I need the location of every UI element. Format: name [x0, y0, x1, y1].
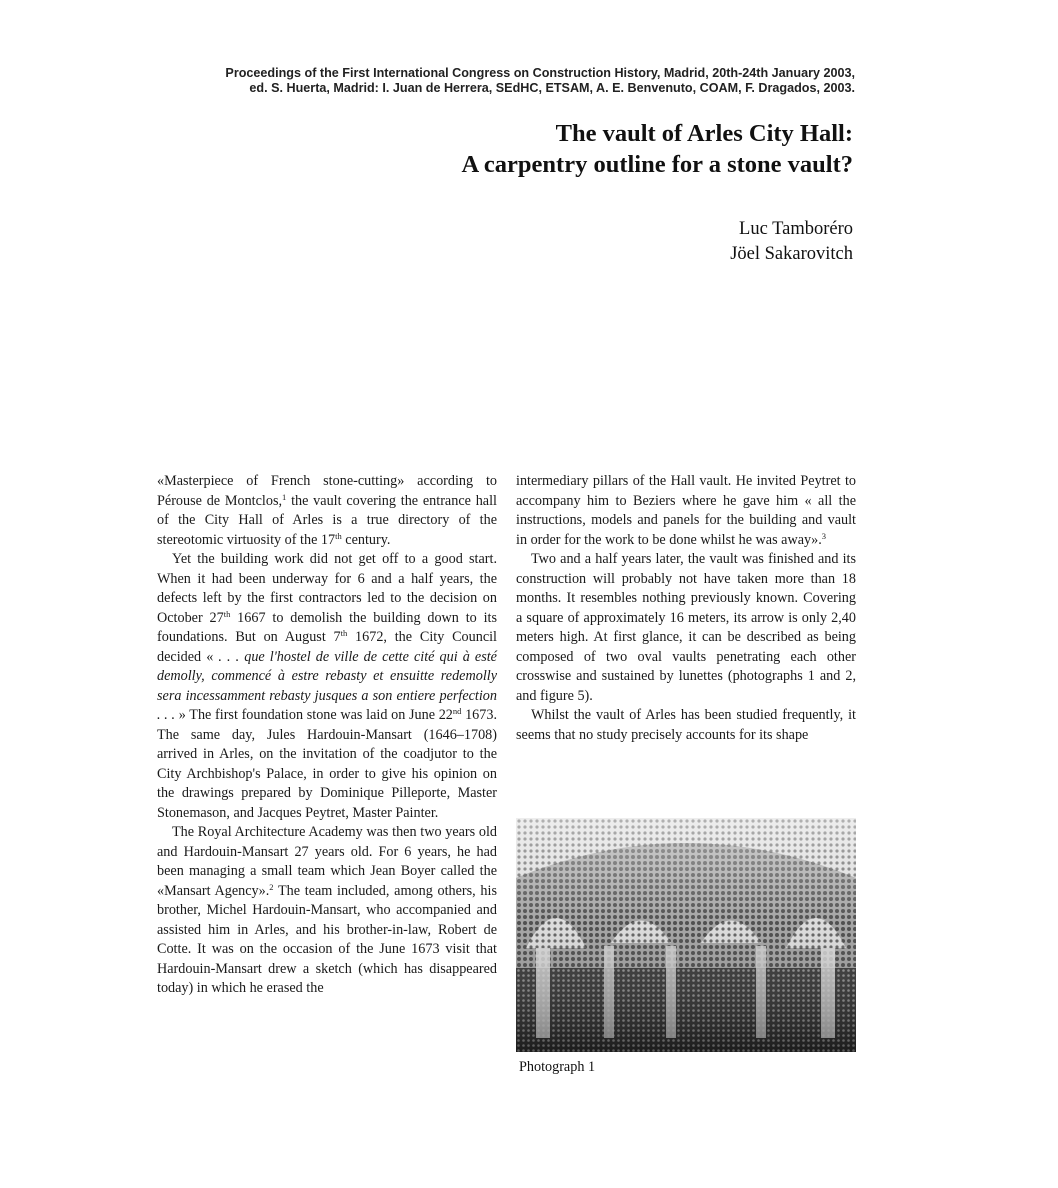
ordinal-sup: th: [223, 608, 231, 619]
footnote-ref-2: 2: [269, 881, 274, 892]
footnote-ref-1: 1: [282, 491, 287, 502]
authors: [600, 217, 853, 267]
right-column: [516, 472, 856, 745]
ordinal-sup: th: [340, 628, 348, 638]
author-2: Jöel Sakarovitch: [730, 244, 853, 264]
text: » The first foundation stone was laid on June 22: [175, 707, 453, 723]
paragraph-2: [157, 550, 497, 823]
text: century.: [341, 531, 391, 548]
text: 1672, the City Council decided «: [157, 629, 497, 665]
title-line-1: The vault of Arles City Hall:: [555, 120, 853, 147]
text: «Masterpiece of French stone-cutting» according to Pérouse de Montclos,: [157, 473, 497, 509]
header-line-2: ed. S. Huerta, Madrid: I. Juan de Herrera, SEdHC, ETSAM, A. E. Benvenuto, COAM, F. Dragados, 2003.: [249, 81, 855, 95]
paragraph-5: Two and a half years later, the vault was finished and its construction will probably not have taken more than 18 months. It resembles nothing previously known. Covering a square of approximately 16 meters, its arrow is only 2,40 meters high. At first glance, it can be described as being composed of two oval vaults penetrating each other crosswise and sustained by lunettes (photographs 1 and 2, and figure 5).: [516, 551, 856, 704]
footnote-ref-3: 3: [821, 530, 826, 541]
title-line-2: A carpentry outline for a stone vault?: [461, 151, 853, 178]
text: The team included, among others, his brother, Michel Hardouin-Mansart, who accompanied and assisted him in Arles, and his brother-in-law, Robert de Cotte. It was on the occasion of the June 1673 visit that Hardouin-Mansart drew a sketch (which has disappeared today) in which he erased the: [157, 882, 497, 996]
left-column: [157, 472, 497, 999]
photograph-vault: [516, 818, 856, 1052]
text: the vault covering the entrance hall of the City Hall of Arles is a true directory of the stereotomic virtuosity of the 17: [157, 492, 497, 548]
french-quotation: . . . que l'hostel de ville de cette cité qui à esté demolly, commencé à estre rebasty et ensuitte redemolly sera incessamment rebasty jusques a son entiere perfection . . .: [157, 648, 497, 723]
paragraph-1: [157, 472, 497, 550]
text: The Royal Architecture Academy was then two years old and Hardouin-Mansart 27 years old. For 6 years, he had been managing a small team which Jean Boyer called the «Mansart Agency».: [157, 824, 497, 899]
text: intermediary pillars of the Hall vault. He invited Peytret to accompany him to Beziers where he gave him « all the instructions, models and panels for the building and vault in order for the work to be done whilst he was away».: [516, 473, 856, 548]
author-1: Luc Tamboréro: [739, 219, 853, 239]
paragraph-4: [516, 472, 856, 550]
ordinal-sup: th: [335, 530, 342, 541]
text: Yet the building work did not get off to a good start. When it had been underway for 6 and a half years, the defects left by the first contractors led to the decision on October 27: [157, 551, 497, 626]
paragraph-6: Whilst the vault of Arles has been studied frequently, it seems that no study precisely accounts for its shape: [516, 707, 856, 743]
paragraph-3: [157, 823, 497, 999]
paper-title: [300, 118, 853, 180]
text: 1667 to demolish the building down to its foundations. But on August 7: [157, 609, 497, 645]
ordinal-sup: nd: [452, 706, 462, 716]
proceedings-header: [150, 66, 855, 96]
text: 1673. The same day, Jules Hardouin-Mansart (1646–1708) arrived in Arles, on the invitation of the coadjutor to the City Archbishop's Palace, in order to give his opinion on the drawings prepared by Dominique Pilleporte, Master Stonemason, and Jacques Peytret, Master Painter.: [157, 707, 498, 821]
header-line-1: Proceedings of the First International Congress on Construction History, Madrid, 20th-24th January 2003,: [225, 66, 855, 80]
photo-caption: Photograph 1: [519, 1059, 596, 1075]
